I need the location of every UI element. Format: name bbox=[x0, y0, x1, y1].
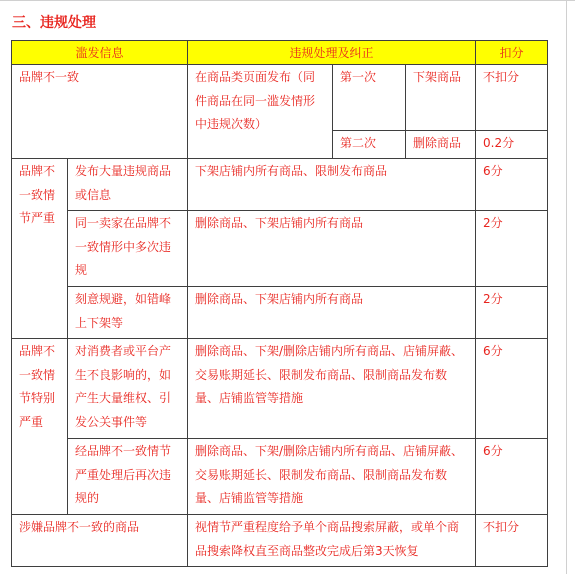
info-cell: 涉嫌品牌不一致的商品 bbox=[12, 515, 188, 567]
action-cell: 在商品类页面发布（同件商品在同一滥发情形中违规次数） bbox=[188, 65, 333, 159]
info-cell: 对消费者或平台产生不良影响的，如产生大量维权、引发公关事件等 bbox=[68, 339, 188, 439]
info-cell: 经品牌不一致情节严重处理后再次违规的 bbox=[68, 439, 188, 515]
deduct-cell: 2分 bbox=[476, 287, 548, 339]
table-row bbox=[12, 287, 548, 339]
action-cell: 删除商品、下架/删除店铺内所有商品、店铺屏蔽、交易账期延长、限制发布商品、限制商品发布数量、店铺监管等措施 bbox=[188, 439, 476, 515]
header-deduct: 扣分 bbox=[476, 41, 548, 65]
deduct-cell: 6分 bbox=[476, 159, 548, 211]
table-row bbox=[12, 211, 548, 287]
info-cell: 品牌不一致 bbox=[12, 65, 188, 159]
table-row bbox=[12, 339, 548, 439]
occurrence-action-cell: 删除商品 bbox=[406, 131, 476, 159]
info-cell: 刻意规避，如错峰上下架等 bbox=[68, 287, 188, 339]
header-row bbox=[12, 41, 548, 65]
section-title: 三、违规处理 bbox=[12, 15, 96, 31]
deduct-cell: 不扣分 bbox=[476, 65, 548, 131]
info-cell: 发布大量违规商品或信息 bbox=[68, 159, 188, 211]
info-cell: 同一卖家在品牌不一致情形中多次违规 bbox=[68, 211, 188, 287]
deduct-cell: 2分 bbox=[476, 211, 548, 287]
occurrence-cell: 第二次 bbox=[333, 131, 406, 159]
table-row bbox=[12, 515, 548, 567]
category-cell: 品牌不一致情节特别严重 bbox=[12, 339, 68, 515]
category-cell: 品牌不一致情节严重 bbox=[12, 159, 68, 339]
table-row bbox=[12, 159, 548, 211]
occurrence-cell: 第一次 bbox=[333, 65, 406, 131]
table-row bbox=[12, 439, 548, 515]
deduct-cell: 不扣分 bbox=[476, 515, 548, 567]
header-handling: 违规处理及纠正 bbox=[188, 41, 476, 65]
deduct-cell: 6分 bbox=[476, 439, 548, 515]
page-top-border bbox=[0, 0, 575, 1]
table-row bbox=[12, 65, 548, 131]
action-cell: 下架店铺内所有商品、限制发布商品 bbox=[188, 159, 476, 211]
action-cell: 删除商品、下架店铺内所有商品 bbox=[188, 211, 476, 287]
action-cell: 删除商品、下架店铺内所有商品 bbox=[188, 287, 476, 339]
header-info: 滥发信息 bbox=[12, 41, 188, 65]
action-cell: 删除商品、下架/删除店铺内所有商品、店铺屏蔽、交易账期延长、限制发布商品、限制商品发布数量、店铺监管等措施 bbox=[188, 339, 476, 439]
violation-table bbox=[11, 40, 548, 567]
action-cell: 视情节严重程度给予单个商品搜索屏蔽，或单个商品搜索降权直至商品整改完成后第3天恢复 bbox=[188, 515, 476, 567]
occurrence-action-cell: 下架商品 bbox=[406, 65, 476, 131]
page-right-border bbox=[566, 0, 567, 574]
deduct-cell: 6分 bbox=[476, 339, 548, 439]
deduct-cell: 0.2分 bbox=[476, 131, 548, 159]
